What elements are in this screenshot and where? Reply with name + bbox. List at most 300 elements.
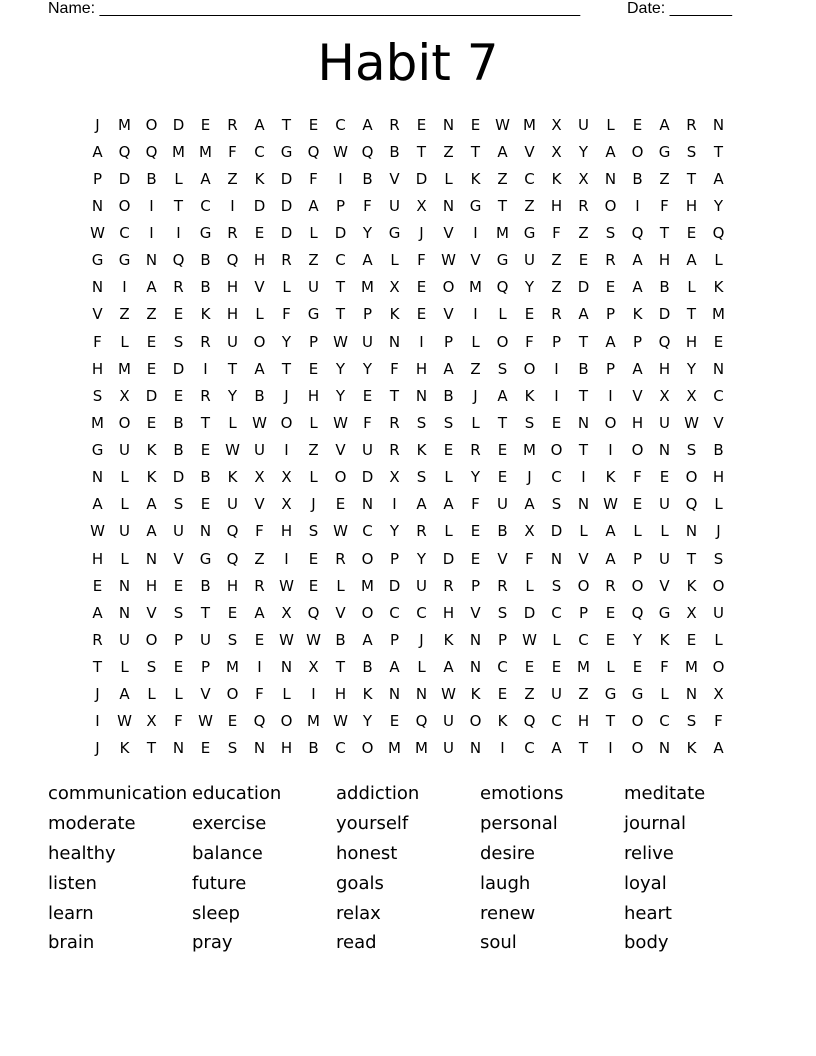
grid-letter[interactable]: D <box>550 522 563 541</box>
grid-letter[interactable]: L <box>255 305 264 324</box>
grid-letter[interactable]: J <box>419 224 424 243</box>
grid-letter[interactable]: Z <box>524 196 535 215</box>
grid-letter[interactable]: Y <box>632 630 643 649</box>
grid-letter[interactable]: I <box>149 224 154 243</box>
grid-letter[interactable]: O <box>361 549 374 568</box>
grid-letter[interactable]: F <box>525 332 534 351</box>
grid-letter[interactable]: R <box>551 305 562 324</box>
grid-letter[interactable]: H <box>226 305 239 324</box>
grid-letter[interactable]: C <box>389 603 400 622</box>
grid-letter[interactable]: E <box>416 305 427 324</box>
grid-letter[interactable]: I <box>176 224 181 243</box>
grid-letter[interactable]: S <box>443 413 454 432</box>
grid-letter[interactable]: N <box>712 115 725 134</box>
grid-letter[interactable]: Y <box>335 386 346 405</box>
grid-letter[interactable]: S <box>227 739 238 758</box>
grid-letter[interactable]: Q <box>307 603 320 622</box>
grid-letter[interactable]: A <box>713 169 724 188</box>
grid-letter[interactable]: O <box>685 468 698 487</box>
grid-letter[interactable]: F <box>174 712 183 731</box>
grid-letter[interactable]: E <box>524 305 535 324</box>
grid-letter[interactable]: M <box>685 658 698 677</box>
grid-letter[interactable]: T <box>497 196 508 215</box>
grid-letter[interactable]: T <box>686 549 697 568</box>
grid-letter[interactable]: L <box>714 251 723 270</box>
grid-letter[interactable]: O <box>118 413 131 432</box>
grid-letter[interactable]: A <box>659 115 670 134</box>
grid-letter[interactable]: I <box>203 359 208 378</box>
grid-letter[interactable]: J <box>473 386 478 405</box>
grid-letter[interactable]: F <box>363 413 372 432</box>
grid-letter[interactable]: M <box>388 739 401 758</box>
grid-letter[interactable]: O <box>523 359 536 378</box>
grid-letter[interactable]: O <box>280 413 293 432</box>
grid-letter[interactable]: N <box>145 549 158 568</box>
grid-letter[interactable]: N <box>577 413 590 432</box>
grid-letter[interactable]: X <box>713 685 724 704</box>
grid-letter[interactable]: S <box>605 224 616 243</box>
grid-letter[interactable]: E <box>605 630 616 649</box>
grid-letter[interactable]: A <box>254 359 265 378</box>
grid-letter[interactable]: C <box>335 739 346 758</box>
grid-letter[interactable]: X <box>659 386 670 405</box>
grid-letter[interactable]: O <box>226 685 239 704</box>
grid-letter[interactable]: B <box>389 142 400 161</box>
grid-letter[interactable]: C <box>200 196 211 215</box>
grid-letter[interactable]: D <box>658 305 671 324</box>
grid-letter[interactable]: Q <box>307 142 320 161</box>
grid-letter[interactable]: R <box>416 522 427 541</box>
grid-letter[interactable]: I <box>230 196 235 215</box>
grid-letter[interactable]: K <box>659 630 670 649</box>
grid-letter[interactable]: L <box>309 224 318 243</box>
grid-letter[interactable]: L <box>525 576 534 595</box>
grid-letter[interactable]: H <box>685 332 698 351</box>
grid-letter[interactable]: G <box>91 251 104 270</box>
grid-letter[interactable]: U <box>227 495 238 514</box>
grid-letter[interactable]: D <box>577 278 590 297</box>
grid-letter[interactable]: M <box>523 441 536 460</box>
grid-letter[interactable]: Q <box>172 251 185 270</box>
grid-letter[interactable]: M <box>712 305 725 324</box>
grid-letter[interactable]: H <box>307 386 320 405</box>
grid-letter[interactable]: K <box>200 305 211 324</box>
grid-letter[interactable]: S <box>551 576 562 595</box>
grid-letter[interactable]: U <box>659 495 670 514</box>
grid-letter[interactable]: L <box>687 278 696 297</box>
grid-letter[interactable]: I <box>284 549 289 568</box>
grid-letter[interactable]: W <box>306 630 321 649</box>
grid-letter[interactable]: D <box>280 196 293 215</box>
grid-letter[interactable]: E <box>389 712 400 731</box>
grid-letter[interactable]: I <box>554 359 559 378</box>
grid-letter[interactable]: G <box>388 224 401 243</box>
grid-letter[interactable]: O <box>253 332 266 351</box>
grid-letter[interactable]: H <box>91 359 104 378</box>
grid-letter[interactable]: T <box>605 712 616 731</box>
grid-letter[interactable]: C <box>551 468 562 487</box>
grid-letter[interactable]: E <box>686 630 697 649</box>
grid-letter[interactable]: K <box>362 685 373 704</box>
grid-letter[interactable]: T <box>335 658 346 677</box>
grid-letter[interactable]: M <box>469 278 482 297</box>
grid-letter[interactable]: D <box>172 468 185 487</box>
grid-letter[interactable]: E <box>308 359 319 378</box>
grid-letter[interactable]: P <box>470 576 481 595</box>
grid-letter[interactable]: Q <box>226 522 239 541</box>
grid-letter[interactable]: N <box>388 685 401 704</box>
grid-letter[interactable]: X <box>281 603 292 622</box>
grid-letter[interactable]: E <box>173 576 184 595</box>
grid-letter[interactable]: Y <box>335 359 346 378</box>
grid-letter[interactable]: X <box>254 468 265 487</box>
grid-letter[interactable]: Y <box>227 386 238 405</box>
grid-letter[interactable]: Y <box>416 549 427 568</box>
grid-letter[interactable]: L <box>282 685 291 704</box>
grid-letter[interactable]: C <box>659 712 670 731</box>
grid-letter[interactable]: N <box>469 739 482 758</box>
grid-letter[interactable]: E <box>470 115 481 134</box>
grid-letter[interactable]: V <box>713 413 724 432</box>
grid-letter[interactable]: H <box>226 278 239 297</box>
grid-letter[interactable]: R <box>227 115 238 134</box>
grid-letter[interactable]: N <box>442 196 455 215</box>
grid-letter[interactable]: N <box>91 278 104 297</box>
grid-letter[interactable]: K <box>470 685 481 704</box>
grid-letter[interactable]: H <box>712 468 725 487</box>
grid-letter[interactable]: G <box>658 603 671 622</box>
grid-letter[interactable]: E <box>443 441 454 460</box>
grid-letter[interactable]: P <box>443 332 454 351</box>
grid-letter[interactable]: E <box>335 495 346 514</box>
grid-letter[interactable]: I <box>581 468 586 487</box>
grid-letter[interactable]: C <box>578 630 589 649</box>
grid-letter[interactable]: E <box>632 495 643 514</box>
grid-letter[interactable]: U <box>659 549 670 568</box>
grid-letter[interactable]: R <box>254 576 265 595</box>
grid-letter[interactable]: R <box>389 413 400 432</box>
grid-letter[interactable]: D <box>523 603 536 622</box>
grid-letter[interactable]: U <box>443 739 454 758</box>
grid-letter[interactable]: R <box>605 576 616 595</box>
grid-letter[interactable]: J <box>95 115 100 134</box>
grid-letter[interactable]: E <box>470 522 481 541</box>
grid-letter[interactable]: X <box>524 522 535 541</box>
grid-letter[interactable]: K <box>119 739 130 758</box>
grid-letter[interactable]: S <box>146 658 157 677</box>
grid-letter[interactable]: T <box>227 359 238 378</box>
grid-letter[interactable]: E <box>713 332 724 351</box>
grid-letter[interactable]: E <box>92 576 103 595</box>
grid-letter[interactable]: R <box>578 196 589 215</box>
grid-letter[interactable]: A <box>362 115 373 134</box>
grid-letter[interactable]: P <box>497 630 508 649</box>
grid-letter[interactable]: H <box>631 413 644 432</box>
grid-letter[interactable]: G <box>91 441 104 460</box>
grid-letter[interactable]: P <box>605 305 616 324</box>
grid-letter[interactable]: W <box>603 495 618 514</box>
grid-letter[interactable]: U <box>362 441 373 460</box>
grid-letter[interactable]: Q <box>712 224 725 243</box>
grid-letter[interactable]: E <box>254 224 265 243</box>
grid-letter[interactable]: M <box>307 712 320 731</box>
grid-letter[interactable]: E <box>200 115 211 134</box>
grid-letter[interactable]: K <box>227 468 238 487</box>
grid-letter[interactable]: U <box>308 278 319 297</box>
grid-letter[interactable]: Y <box>362 224 373 243</box>
grid-letter[interactable]: W <box>333 332 348 351</box>
grid-letter[interactable]: L <box>633 522 642 541</box>
grid-letter[interactable]: T <box>389 386 400 405</box>
grid-letter[interactable]: R <box>92 630 103 649</box>
grid-letter[interactable]: I <box>419 332 424 351</box>
grid-letter[interactable]: M <box>523 115 536 134</box>
grid-letter[interactable]: N <box>388 332 401 351</box>
grid-letter[interactable]: G <box>307 305 320 324</box>
grid-letter[interactable]: H <box>145 576 158 595</box>
grid-letter[interactable]: L <box>309 468 318 487</box>
grid-letter[interactable]: L <box>660 685 669 704</box>
grid-letter[interactable]: X <box>551 142 562 161</box>
grid-letter[interactable]: S <box>497 603 508 622</box>
grid-letter[interactable]: N <box>469 658 482 677</box>
grid-letter[interactable]: E <box>497 468 508 487</box>
grid-letter[interactable]: H <box>226 576 239 595</box>
grid-letter[interactable]: Y <box>686 359 697 378</box>
grid-letter[interactable]: V <box>632 386 643 405</box>
grid-letter[interactable]: H <box>280 522 293 541</box>
grid-letter[interactable]: L <box>417 658 426 677</box>
grid-letter[interactable]: P <box>605 359 616 378</box>
grid-letter[interactable]: I <box>554 386 559 405</box>
grid-letter[interactable]: U <box>416 576 427 595</box>
grid-letter[interactable]: O <box>145 630 158 649</box>
grid-letter[interactable]: O <box>631 739 644 758</box>
grid-letter[interactable]: A <box>119 685 130 704</box>
grid-letter[interactable]: F <box>228 142 237 161</box>
grid-letter[interactable]: A <box>146 278 157 297</box>
grid-letter[interactable]: A <box>92 495 103 514</box>
grid-letter[interactable]: K <box>254 169 265 188</box>
grid-letter[interactable]: I <box>608 441 613 460</box>
grid-letter[interactable]: W <box>333 522 348 541</box>
grid-letter[interactable]: S <box>551 495 562 514</box>
grid-letter[interactable]: N <box>577 495 590 514</box>
grid-letter[interactable]: L <box>714 495 723 514</box>
grid-letter[interactable]: T <box>578 386 589 405</box>
grid-letter[interactable]: L <box>147 685 156 704</box>
grid-letter[interactable]: U <box>659 413 670 432</box>
grid-letter[interactable]: Z <box>227 169 238 188</box>
grid-letter[interactable]: D <box>334 224 347 243</box>
grid-letter[interactable]: O <box>469 712 482 731</box>
grid-letter[interactable]: W <box>333 712 348 731</box>
grid-letter[interactable]: H <box>577 712 590 731</box>
grid-letter[interactable]: A <box>200 169 211 188</box>
grid-letter[interactable]: P <box>335 196 346 215</box>
grid-letter[interactable]: S <box>92 386 103 405</box>
grid-letter[interactable]: B <box>362 658 373 677</box>
grid-letter[interactable]: U <box>254 441 265 460</box>
grid-letter[interactable]: E <box>632 658 643 677</box>
grid-letter[interactable]: V <box>443 224 454 243</box>
grid-letter[interactable]: Q <box>415 712 428 731</box>
grid-letter[interactable]: C <box>524 739 535 758</box>
grid-letter[interactable]: R <box>200 386 211 405</box>
grid-letter[interactable]: F <box>93 332 102 351</box>
grid-letter[interactable]: L <box>309 413 318 432</box>
grid-letter[interactable]: E <box>632 115 643 134</box>
grid-letter[interactable]: V <box>200 685 211 704</box>
grid-letter[interactable]: E <box>416 278 427 297</box>
grid-letter[interactable]: L <box>336 576 345 595</box>
grid-letter[interactable]: G <box>199 224 212 243</box>
grid-letter[interactable]: T <box>416 142 427 161</box>
grid-letter[interactable]: I <box>257 658 262 677</box>
grid-letter[interactable]: Z <box>470 359 481 378</box>
grid-letter[interactable]: J <box>95 685 100 704</box>
grid-letter[interactable]: Z <box>659 169 670 188</box>
grid-letter[interactable]: T <box>470 142 481 161</box>
grid-letter[interactable]: I <box>473 224 478 243</box>
grid-letter[interactable]: E <box>173 658 184 677</box>
grid-letter[interactable]: E <box>308 549 319 568</box>
grid-letter[interactable]: I <box>608 739 613 758</box>
grid-letter[interactable]: I <box>338 169 343 188</box>
grid-letter[interactable]: O <box>118 196 131 215</box>
grid-letter[interactable]: Y <box>713 196 724 215</box>
grid-letter[interactable]: M <box>361 576 374 595</box>
grid-letter[interactable]: V <box>389 169 400 188</box>
grid-letter[interactable]: D <box>145 386 158 405</box>
grid-letter[interactable]: A <box>632 251 643 270</box>
grid-letter[interactable]: Q <box>658 332 671 351</box>
grid-letter[interactable]: U <box>578 115 589 134</box>
grid-letter[interactable]: U <box>227 332 238 351</box>
grid-letter[interactable]: R <box>389 441 400 460</box>
grid-letter[interactable]: U <box>119 630 130 649</box>
grid-letter[interactable]: G <box>496 251 509 270</box>
grid-letter[interactable]: Y <box>470 468 481 487</box>
grid-letter[interactable]: Q <box>685 495 698 514</box>
grid-letter[interactable]: N <box>658 441 671 460</box>
grid-letter[interactable]: H <box>91 549 104 568</box>
grid-letter[interactable]: O <box>631 712 644 731</box>
grid-letter[interactable]: E <box>551 658 562 677</box>
grid-letter[interactable]: N <box>280 658 293 677</box>
grid-letter[interactable]: T <box>200 603 211 622</box>
grid-letter[interactable]: S <box>686 142 697 161</box>
grid-letter[interactable]: U <box>173 522 184 541</box>
grid-letter[interactable]: Z <box>551 251 562 270</box>
grid-letter[interactable]: E <box>308 576 319 595</box>
grid-letter[interactable]: E <box>524 658 535 677</box>
grid-letter[interactable]: Z <box>578 224 589 243</box>
grid-letter[interactable]: K <box>605 468 616 487</box>
grid-letter[interactable]: K <box>713 278 724 297</box>
grid-letter[interactable]: D <box>361 468 374 487</box>
grid-letter[interactable]: A <box>443 658 454 677</box>
grid-letter[interactable]: V <box>92 305 103 324</box>
grid-letter[interactable]: J <box>716 522 721 541</box>
grid-letter[interactable]: E <box>497 441 508 460</box>
grid-letter[interactable]: K <box>146 468 157 487</box>
grid-letter[interactable]: B <box>200 576 211 595</box>
grid-letter[interactable]: T <box>686 169 697 188</box>
grid-letter[interactable]: M <box>118 359 131 378</box>
grid-letter[interactable]: R <box>227 224 238 243</box>
grid-letter[interactable]: C <box>416 603 427 622</box>
grid-letter[interactable]: L <box>390 251 399 270</box>
grid-letter[interactable]: I <box>473 305 478 324</box>
grid-letter[interactable]: V <box>659 576 670 595</box>
grid-letter[interactable]: F <box>660 196 669 215</box>
grid-letter[interactable]: L <box>444 468 453 487</box>
grid-letter[interactable]: X <box>389 278 400 297</box>
grid-letter[interactable]: L <box>498 305 507 324</box>
grid-letter[interactable]: B <box>173 441 184 460</box>
grid-letter[interactable]: F <box>552 224 561 243</box>
grid-letter[interactable]: X <box>416 196 427 215</box>
grid-letter[interactable]: O <box>712 576 725 595</box>
grid-letter[interactable]: X <box>146 712 157 731</box>
date-field[interactable]: Date: _______ <box>627 0 732 17</box>
grid-letter[interactable]: E <box>146 359 157 378</box>
grid-letter[interactable]: Z <box>524 685 535 704</box>
grid-letter[interactable]: V <box>470 251 481 270</box>
grid-letter[interactable]: E <box>308 115 319 134</box>
grid-letter[interactable]: F <box>525 549 534 568</box>
grid-letter[interactable]: W <box>333 413 348 432</box>
grid-letter[interactable]: P <box>578 603 589 622</box>
grid-letter[interactable]: T <box>281 359 292 378</box>
grid-letter[interactable]: P <box>632 332 643 351</box>
grid-letter[interactable]: H <box>550 196 563 215</box>
grid-letter[interactable]: X <box>281 495 292 514</box>
grid-letter[interactable]: F <box>417 251 426 270</box>
grid-letter[interactable]: N <box>685 522 698 541</box>
grid-letter[interactable]: T <box>146 739 157 758</box>
grid-letter[interactable]: M <box>577 658 590 677</box>
grid-letter[interactable]: K <box>551 169 562 188</box>
grid-letter[interactable]: H <box>685 196 698 215</box>
grid-letter[interactable]: N <box>415 386 428 405</box>
grid-letter[interactable]: N <box>442 115 455 134</box>
grid-letter[interactable]: I <box>284 441 289 460</box>
grid-letter[interactable]: J <box>419 630 424 649</box>
grid-letter[interactable]: S <box>416 413 427 432</box>
grid-letter[interactable]: A <box>551 739 562 758</box>
grid-letter[interactable]: V <box>524 142 535 161</box>
grid-letter[interactable]: G <box>523 224 536 243</box>
grid-letter[interactable]: O <box>361 603 374 622</box>
grid-letter[interactable]: T <box>659 224 670 243</box>
grid-letter[interactable]: L <box>282 278 291 297</box>
grid-letter[interactable]: Z <box>551 278 562 297</box>
grid-letter[interactable]: M <box>199 142 212 161</box>
grid-letter[interactable]: O <box>631 142 644 161</box>
grid-letter[interactable]: I <box>95 712 100 731</box>
grid-letter[interactable]: N <box>172 739 185 758</box>
grid-letter[interactable]: U <box>389 196 400 215</box>
grid-letter[interactable]: A <box>362 251 373 270</box>
grid-letter[interactable]: I <box>500 739 505 758</box>
grid-letter[interactable]: V <box>146 603 157 622</box>
grid-letter[interactable]: L <box>444 169 453 188</box>
grid-letter[interactable]: E <box>200 441 211 460</box>
grid-letter[interactable]: D <box>172 359 185 378</box>
grid-letter[interactable]: B <box>200 468 211 487</box>
